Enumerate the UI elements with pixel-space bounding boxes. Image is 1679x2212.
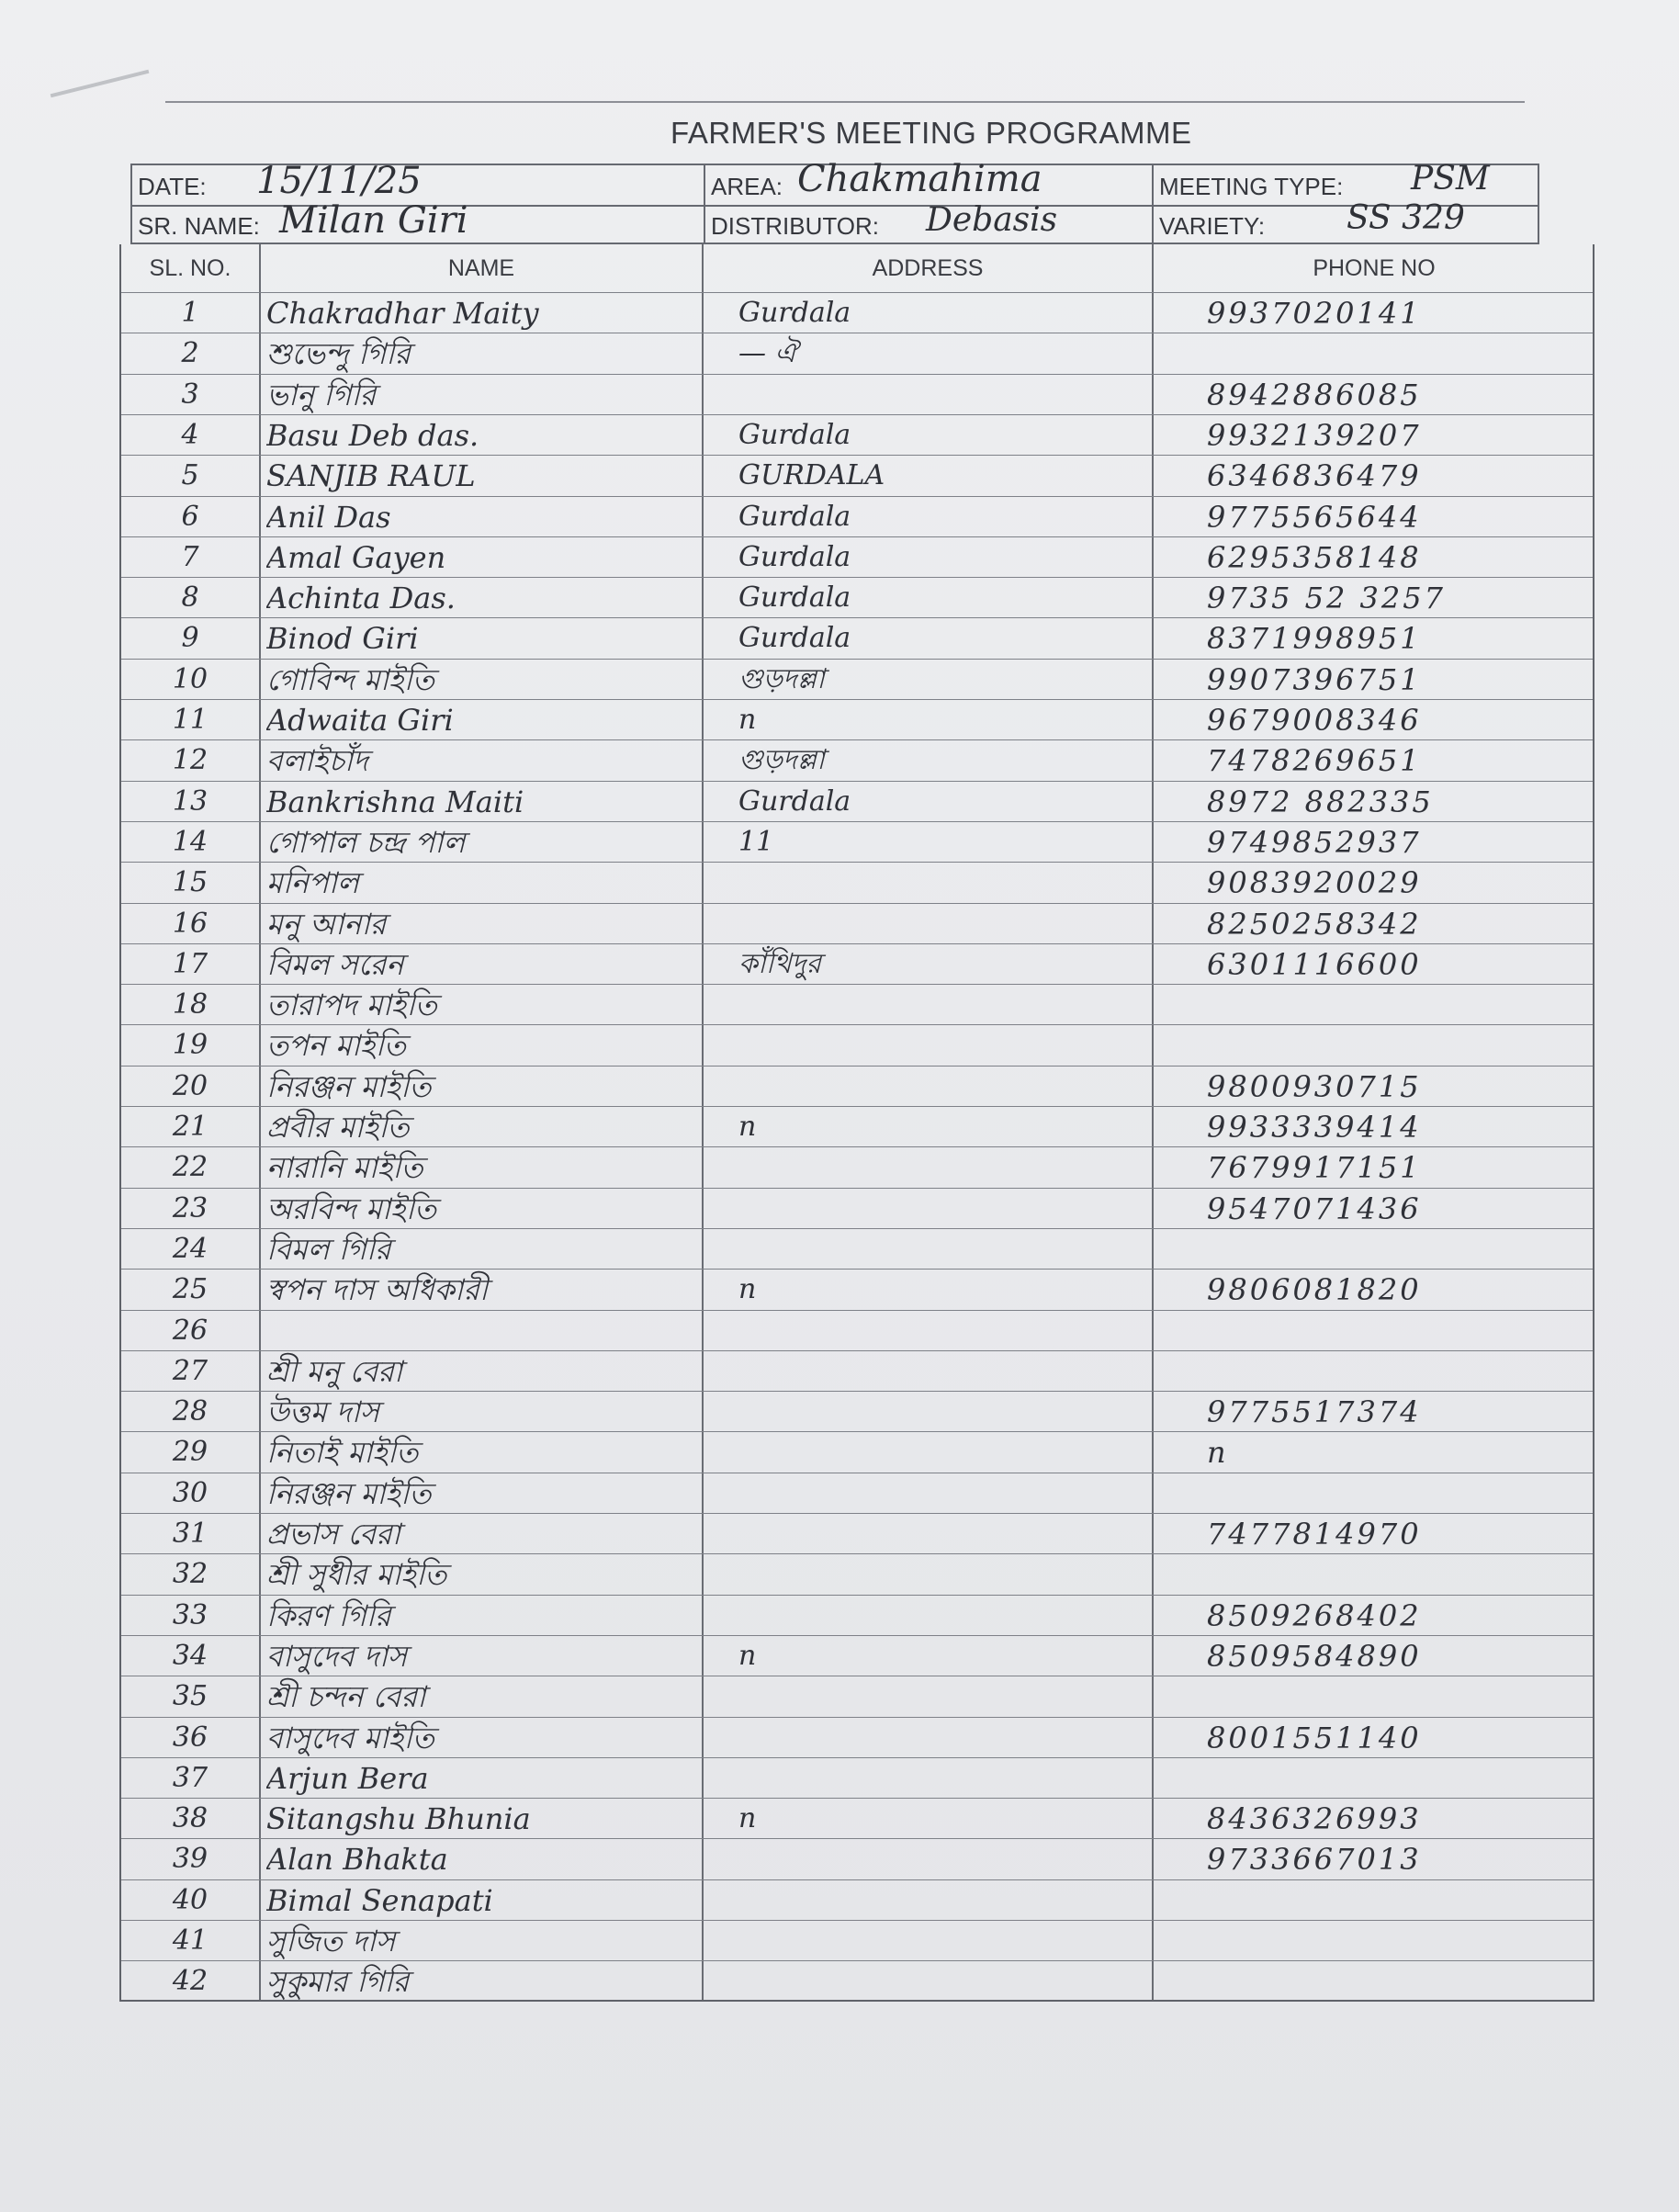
sl-no-cell: 20 <box>172 1069 208 1102</box>
table-row <box>121 1391 1593 1431</box>
sl-no-cell: 12 <box>172 744 208 777</box>
table-row <box>121 1024 1593 1065</box>
name-cell: Basu Deb das. <box>266 417 479 453</box>
name-cell: উত্তম দাস <box>266 1394 379 1430</box>
phone-cell: 9733667013 <box>1207 1842 1422 1878</box>
sl-no-cell: 3 <box>181 378 199 411</box>
name-cell: বলাইচাঁদ <box>266 743 368 779</box>
phone-cell: 7477814970 <box>1207 1517 1422 1552</box>
phone-cell: 9933339414 <box>1207 1110 1422 1145</box>
phone-cell <box>1161 1880 1593 1920</box>
name-cell: নিরঞ্জন মাইতি <box>266 1475 432 1511</box>
table-row <box>121 699 1593 739</box>
sl-no-cell: 16 <box>172 907 208 940</box>
phone-cell: 9907396751 <box>1207 661 1422 697</box>
page-title: FARMER'S MEETING PROGRAMME <box>670 116 1192 150</box>
sl-no-cell: 37 <box>172 1761 208 1794</box>
table-row <box>121 496 1593 536</box>
sl-no-cell: 26 <box>172 1314 208 1347</box>
distributor-label: DISTRIBUTOR: <box>711 212 879 240</box>
sl-no-cell: 2 <box>181 337 199 370</box>
name-cell: শ্রী সুধীর মাইতি <box>266 1557 447 1593</box>
phone-cell <box>1161 1961 1593 2001</box>
name-cell: Achinta Das. <box>266 581 456 616</box>
name-cell: তপন মাইতি <box>266 1028 406 1064</box>
phone-cell: 9749852937 <box>1207 824 1422 860</box>
name-cell: Bankrishna Maiti <box>266 784 524 819</box>
sl-no-cell: 18 <box>172 988 208 1021</box>
address-cell: n <box>738 1639 757 1672</box>
sl-no-cell: 38 <box>172 1802 208 1835</box>
sl-no-cell: 23 <box>172 1191 208 1224</box>
table-row <box>121 374 1593 414</box>
variety-label: VARIETY: <box>1159 212 1266 240</box>
sl-no-cell: 24 <box>172 1232 208 1265</box>
table-row <box>121 781 1593 821</box>
date-label: DATE: <box>138 173 207 200</box>
phone-cell: 8509584890 <box>1207 1638 1422 1674</box>
phone-cell <box>1161 1229 1593 1269</box>
address-cell: গুড়দল্লা <box>738 744 825 777</box>
table-row <box>121 903 1593 943</box>
sl-no-cell: 35 <box>172 1680 208 1713</box>
name-cell: নারানি মাইতি <box>266 1150 423 1186</box>
sl-no-cell: 28 <box>172 1395 208 1428</box>
address-cell: n <box>738 1111 757 1143</box>
name-cell: শ্রী চন্দন বেরা <box>266 1679 426 1715</box>
table-row <box>121 739 1593 780</box>
phone-cell: 8509268402 <box>1207 1597 1422 1633</box>
table-row <box>121 1106 1593 1146</box>
phone-cell: 9735 52 3257 <box>1207 581 1446 616</box>
name-cell: শ্রী মনু বেরা <box>266 1353 403 1389</box>
sl-no-cell: 21 <box>172 1111 208 1143</box>
sl-no-cell: 39 <box>172 1843 208 1876</box>
name-cell: স্বপন দাস অধিকারী <box>266 1272 489 1308</box>
address-cell: Gurdala <box>738 622 851 655</box>
address-cell: 11 <box>738 825 774 858</box>
table-row <box>121 1146 1593 1187</box>
address-cell: গুড়দল্লা <box>738 662 825 695</box>
phone-cell <box>1161 1311 1593 1350</box>
name-cell: সুজিত দাস <box>266 1924 396 1958</box>
phone-cell: 9679008346 <box>1207 703 1422 738</box>
name-cell: Amal Gayen <box>266 539 446 575</box>
name-cell: কিরণ গিরি <box>266 1597 391 1633</box>
table-row <box>121 1798 1593 1838</box>
sr-name-value: Milan Giri <box>279 199 468 242</box>
sl-no-cell: 27 <box>172 1354 208 1387</box>
table-row <box>121 1269 1593 1309</box>
sr-name-label: SR. NAME: <box>138 212 260 240</box>
phone-cell: 8972 882335 <box>1207 784 1434 819</box>
sl-no-cell: 5 <box>181 459 199 492</box>
sl-no-cell: 32 <box>172 1558 208 1591</box>
meeting-type-label: MEETING TYPE: <box>1159 173 1344 200</box>
phone-cell: 9932139207 <box>1207 417 1422 453</box>
name-cell: প্রবীর মাইতি <box>266 1110 410 1145</box>
date-value: 15/11/25 <box>256 160 422 202</box>
distributor-field <box>705 201 1150 244</box>
variety-field <box>1154 199 1539 244</box>
phone-cell <box>1161 1758 1593 1798</box>
table-row <box>121 1676 1593 1716</box>
sl-no-cell: 8 <box>181 581 199 615</box>
table-row <box>121 862 1593 902</box>
phone-cell: 8001551140 <box>1207 1720 1422 1755</box>
address-cell: Gurdala <box>738 418 851 451</box>
name-cell: প্রভাস বেরা <box>266 1517 400 1552</box>
table-row <box>121 333 1593 373</box>
phone-cell: 8942886085 <box>1207 377 1422 412</box>
distributor-value: Debasis <box>926 201 1058 239</box>
table-row <box>121 1595 1593 1635</box>
phone-cell: 6301116600 <box>1207 946 1422 982</box>
table-row <box>121 1228 1593 1269</box>
sl-no-cell: 33 <box>172 1598 208 1631</box>
phone-cell <box>1161 985 1593 1024</box>
sl-no-cell: 31 <box>172 1518 208 1550</box>
name-cell: নিতাই মাইতি <box>266 1435 419 1471</box>
table-row <box>121 1960 1593 2001</box>
sr-name-field <box>132 199 702 244</box>
name-cell: ভানু গিরি <box>266 377 377 412</box>
address-cell: n <box>738 1802 757 1835</box>
table-row <box>121 1350 1593 1391</box>
name-cell: অরবিন্দ মাইতি <box>266 1191 436 1226</box>
name-cell: Bimal Senapati <box>266 1882 493 1918</box>
address-cell: কাঁথিদুর <box>738 947 821 980</box>
table-row <box>121 414 1593 455</box>
table-row <box>121 536 1593 577</box>
area-value: Chakmahima <box>797 158 1042 200</box>
phone-cell: n <box>1207 1435 1229 1471</box>
address-cell: Gurdala <box>738 784 851 818</box>
sl-no-cell: 1 <box>181 297 199 329</box>
sl-no-cell: 17 <box>172 947 208 980</box>
phone-cell: 9937020141 <box>1207 296 1422 331</box>
col-header-address: ADDRESS <box>872 255 984 281</box>
sl-no-cell: 25 <box>172 1273 208 1306</box>
table-row <box>121 659 1593 699</box>
table-row <box>121 1717 1593 1757</box>
sl-no-cell: 42 <box>172 1965 208 1998</box>
phone-cell: 6295358148 <box>1207 539 1422 575</box>
sl-no-cell: 11 <box>172 704 208 736</box>
table-row <box>121 1066 1593 1106</box>
name-cell: মনু আনার <box>266 906 387 942</box>
table-row <box>121 617 1593 658</box>
table-row <box>121 1635 1593 1676</box>
name-cell: Binod Giri <box>266 621 419 657</box>
phone-cell: 6346836479 <box>1207 458 1422 494</box>
phone-cell <box>1161 1473 1593 1513</box>
name-cell: বাসুদেব দাস <box>266 1638 408 1674</box>
phone-cell: 8371998951 <box>1207 621 1422 657</box>
table-row <box>121 292 1593 333</box>
table-row <box>121 455 1593 495</box>
sl-no-cell: 13 <box>172 784 208 818</box>
area-field <box>705 158 1150 205</box>
name-cell: গোপাল চন্দ্র পাল <box>266 824 466 860</box>
table-row <box>121 1757 1593 1798</box>
sl-no-cell: 30 <box>172 1476 208 1509</box>
sl-no-cell: 41 <box>172 1924 208 1957</box>
name-cell: Anil Das <box>266 499 391 535</box>
table-row <box>121 821 1593 862</box>
name-cell: মনিপাল <box>266 865 359 901</box>
name-cell: বাসুদেব মাইতি <box>266 1720 434 1755</box>
phone-cell: 9775565644 <box>1207 499 1422 535</box>
table-row <box>121 577 1593 617</box>
name-cell: বিমল সরেন <box>266 946 404 982</box>
sl-no-cell: 40 <box>172 1883 208 1916</box>
table-row <box>121 1513 1593 1553</box>
table-row <box>121 1920 1593 1960</box>
sl-no-cell: 7 <box>181 540 199 573</box>
phone-cell <box>1161 1676 1593 1716</box>
sl-no-cell: 4 <box>181 418 199 451</box>
sl-no-cell: 19 <box>172 1029 208 1062</box>
phone-cell <box>1161 333 1593 373</box>
table-row <box>121 1473 1593 1513</box>
sl-no-cell: 14 <box>172 825 208 858</box>
sl-no-cell: 6 <box>181 500 199 533</box>
phone-cell: 9775517374 <box>1207 1394 1422 1430</box>
name-cell: Chakradhar Maity <box>266 296 539 331</box>
table-row <box>121 1879 1593 1920</box>
phone-cell: 8250258342 <box>1207 906 1422 942</box>
phone-cell: 7478269651 <box>1207 743 1422 779</box>
sl-no-cell: 22 <box>172 1151 208 1184</box>
phone-cell <box>1161 1921 1593 1960</box>
sl-no-cell: 15 <box>172 866 208 899</box>
table-row <box>121 1838 1593 1879</box>
area-label: AREA: <box>711 173 783 200</box>
sl-no-cell: 36 <box>172 1721 208 1754</box>
address-cell: n <box>738 704 757 736</box>
sl-no-cell: 29 <box>172 1436 208 1469</box>
top-rule <box>165 101 1525 103</box>
table-row <box>121 1431 1593 1472</box>
phone-cell: 8436326993 <box>1207 1801 1422 1837</box>
phone-cell: 9083920029 <box>1207 865 1422 901</box>
table-row <box>121 984 1593 1024</box>
table-row <box>121 1553 1593 1594</box>
address-cell: Gurdala <box>738 297 851 329</box>
address-cell: — ঐ <box>738 337 797 370</box>
address-cell: Gurdala <box>738 540 851 573</box>
phone-cell <box>1161 1351 1593 1391</box>
name-cell: Adwaita Giri <box>266 703 454 738</box>
table-row <box>121 1310 1593 1350</box>
name-cell: নিরঞ্জন মাইতি <box>266 1068 432 1104</box>
phone-cell: 9547071436 <box>1207 1191 1422 1226</box>
sl-no-cell: 34 <box>172 1639 208 1672</box>
address-cell: Gurdala <box>738 581 851 615</box>
corner-staple-mark <box>51 70 165 160</box>
address-cell: n <box>738 1273 757 1306</box>
name-cell: Arjun Bera <box>266 1760 429 1796</box>
col-header-phone: PHONE NO <box>1313 255 1436 281</box>
name-cell: Sitangshu Bhunia <box>266 1801 531 1837</box>
phone-cell <box>1161 1554 1593 1594</box>
variety-value: SS 329 <box>1347 199 1465 237</box>
name-cell: বিমল গিরি <box>266 1231 391 1267</box>
col-header-sl-no: SL. NO. <box>149 255 231 281</box>
name-cell: সুকুমার গিরি <box>266 1964 410 2000</box>
name-cell: শুভেন্দু গিরি <box>266 336 411 372</box>
name-cell: গোবিন্দ মাইতি <box>266 661 434 697</box>
name-cell: Alan Bhakta <box>266 1842 448 1878</box>
table-row <box>121 1188 1593 1228</box>
header-grid <box>130 158 1539 244</box>
phone-cell: 9800930715 <box>1207 1068 1422 1104</box>
phone-cell <box>1161 1025 1593 1065</box>
table-row <box>121 943 1593 984</box>
meeting-type-value: PSM <box>1411 160 1490 198</box>
col-header-name: NAME <box>447 255 515 281</box>
sl-no-cell: 10 <box>172 662 208 695</box>
address-cell: Gurdala <box>738 500 851 533</box>
phone-cell: 9806081820 <box>1207 1272 1422 1308</box>
name-cell: তারাপদ মাইতি <box>266 988 437 1023</box>
address-cell: GURDALA <box>738 459 885 492</box>
name-cell: SANJIB RAUL <box>266 458 476 494</box>
attendee-table <box>119 244 1594 2002</box>
phone-cell: 7679917151 <box>1207 1150 1422 1186</box>
sl-no-cell: 9 <box>181 622 199 655</box>
